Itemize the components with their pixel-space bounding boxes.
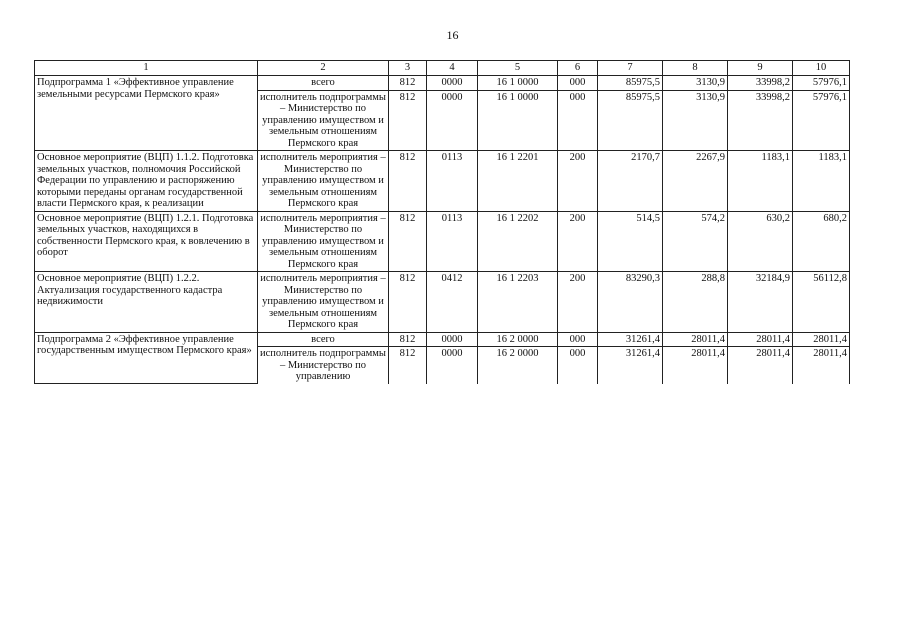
header-cell: 7 (598, 61, 663, 76)
code-cell: 0000 (427, 332, 478, 347)
table-row (35, 211, 850, 272)
executor-cell: исполнитель мероприятия – Министерство по управлению имуществом и земельным отношениям Пермского края (258, 211, 389, 272)
header-cell: 6 (558, 61, 598, 76)
code-cell: 0000 (427, 90, 478, 151)
amount-cell: 2170,7 (598, 151, 663, 212)
header-row (35, 61, 850, 76)
code-cell: 812 (389, 347, 427, 384)
item-name: Основное мероприятие (ВЦП) 1.1.2. Подготовка земельных участков, полномочия Российской Федерации по управлению и распоряжению которыми переданы органам государственной власти Пермского края, к реализации (35, 151, 258, 212)
executor-cell: всего (258, 76, 389, 91)
code-cell: 812 (389, 332, 427, 347)
item-name: Основное мероприятие (ВЦП) 1.2.1. Подготовка земельных участков, находящихся в собственности Пермского края, к вовлечению в оборот (35, 211, 258, 272)
amount-cell: 28011,4 (663, 332, 728, 347)
code-cell: 200 (558, 211, 598, 272)
amount-cell: 2267,9 (663, 151, 728, 212)
amount-cell: 85975,5 (598, 90, 663, 151)
table-row (35, 151, 850, 212)
code-cell: 16 2 0000 (478, 347, 558, 384)
table-row (35, 76, 850, 91)
amount-cell: 680,2 (793, 211, 850, 272)
executor-cell: исполнитель подпрограммы – Министерство по управлению (258, 347, 389, 384)
amount-cell: 56112,8 (793, 272, 850, 333)
header-cell: 1 (35, 61, 258, 76)
code-cell: 0113 (427, 211, 478, 272)
header-cell: 10 (793, 61, 850, 76)
table-row (35, 272, 850, 333)
amount-cell: 574,2 (663, 211, 728, 272)
code-cell: 16 1 0000 (478, 76, 558, 91)
executor-cell: исполнитель мероприятия – Министерство по управлению имуществом и земельным отношениям Пермского края (258, 151, 389, 212)
header-cell: 9 (728, 61, 793, 76)
amount-cell: 28011,4 (663, 347, 728, 384)
executor-cell: всего (258, 332, 389, 347)
page-number: 16 (446, 28, 459, 42)
amount-cell: 288,8 (663, 272, 728, 333)
code-cell: 812 (389, 76, 427, 91)
code-cell: 000 (558, 332, 598, 347)
amount-cell: 514,5 (598, 211, 663, 272)
code-cell: 000 (558, 90, 598, 151)
amount-cell: 3130,9 (663, 76, 728, 91)
amount-cell: 85975,5 (598, 76, 663, 91)
executor-cell: исполнитель подпрограммы – Министерство по управлению имуществом и земельным отношениям Пермского края (258, 90, 389, 151)
item-name: Подпрограмма 1 «Эффективное управление земельными ресурсами Пермского края» (35, 76, 258, 151)
code-cell: 16 1 2203 (478, 272, 558, 333)
header-cell: 2 (258, 61, 389, 76)
amount-cell: 28011,4 (728, 332, 793, 347)
amount-cell: 31261,4 (598, 347, 663, 384)
item-name: Основное мероприятие (ВЦП) 1.2.2. Актуализация государственного кадастра недвижимости (35, 272, 258, 333)
code-cell: 16 2 0000 (478, 332, 558, 347)
code-cell: 0000 (427, 347, 478, 384)
code-cell: 812 (389, 151, 427, 212)
amount-cell: 3130,9 (663, 90, 728, 151)
amount-cell: 28011,4 (793, 332, 850, 347)
code-cell: 0000 (427, 76, 478, 91)
amount-cell: 31261,4 (598, 332, 663, 347)
amount-cell: 32184,9 (728, 272, 793, 333)
amount-cell: 57976,1 (793, 76, 850, 91)
amount-cell: 630,2 (728, 211, 793, 272)
header-cell: 3 (389, 61, 427, 76)
amount-cell: 1183,1 (793, 151, 850, 212)
table-row (35, 332, 850, 347)
code-cell: 16 1 0000 (478, 90, 558, 151)
header-cell: 4 (427, 61, 478, 76)
code-cell: 16 1 2201 (478, 151, 558, 212)
code-cell: 200 (558, 272, 598, 333)
code-cell: 16 1 2202 (478, 211, 558, 272)
code-cell: 200 (558, 151, 598, 212)
amount-cell: 83290,3 (598, 272, 663, 333)
budget-table (34, 60, 850, 384)
executor-cell: исполнитель мероприятия – Министерство по управлению имуществом и земельным отношениям Пермского края (258, 272, 389, 333)
code-cell: 0113 (427, 151, 478, 212)
code-cell: 812 (389, 90, 427, 151)
header-cell: 8 (663, 61, 728, 76)
header-cell: 5 (478, 61, 558, 76)
code-cell: 000 (558, 76, 598, 91)
code-cell: 812 (389, 211, 427, 272)
code-cell: 812 (389, 272, 427, 333)
amount-cell: 1183,1 (728, 151, 793, 212)
code-cell: 000 (558, 347, 598, 384)
amount-cell: 28011,4 (793, 347, 850, 384)
item-name: Подпрограмма 2 «Эффективное управление государственным имуществом Пермского края» (35, 332, 258, 384)
code-cell: 0412 (427, 272, 478, 333)
amount-cell: 33998,2 (728, 90, 793, 151)
amount-cell: 28011,4 (728, 347, 793, 384)
amount-cell: 33998,2 (728, 76, 793, 91)
amount-cell: 57976,1 (793, 90, 850, 151)
